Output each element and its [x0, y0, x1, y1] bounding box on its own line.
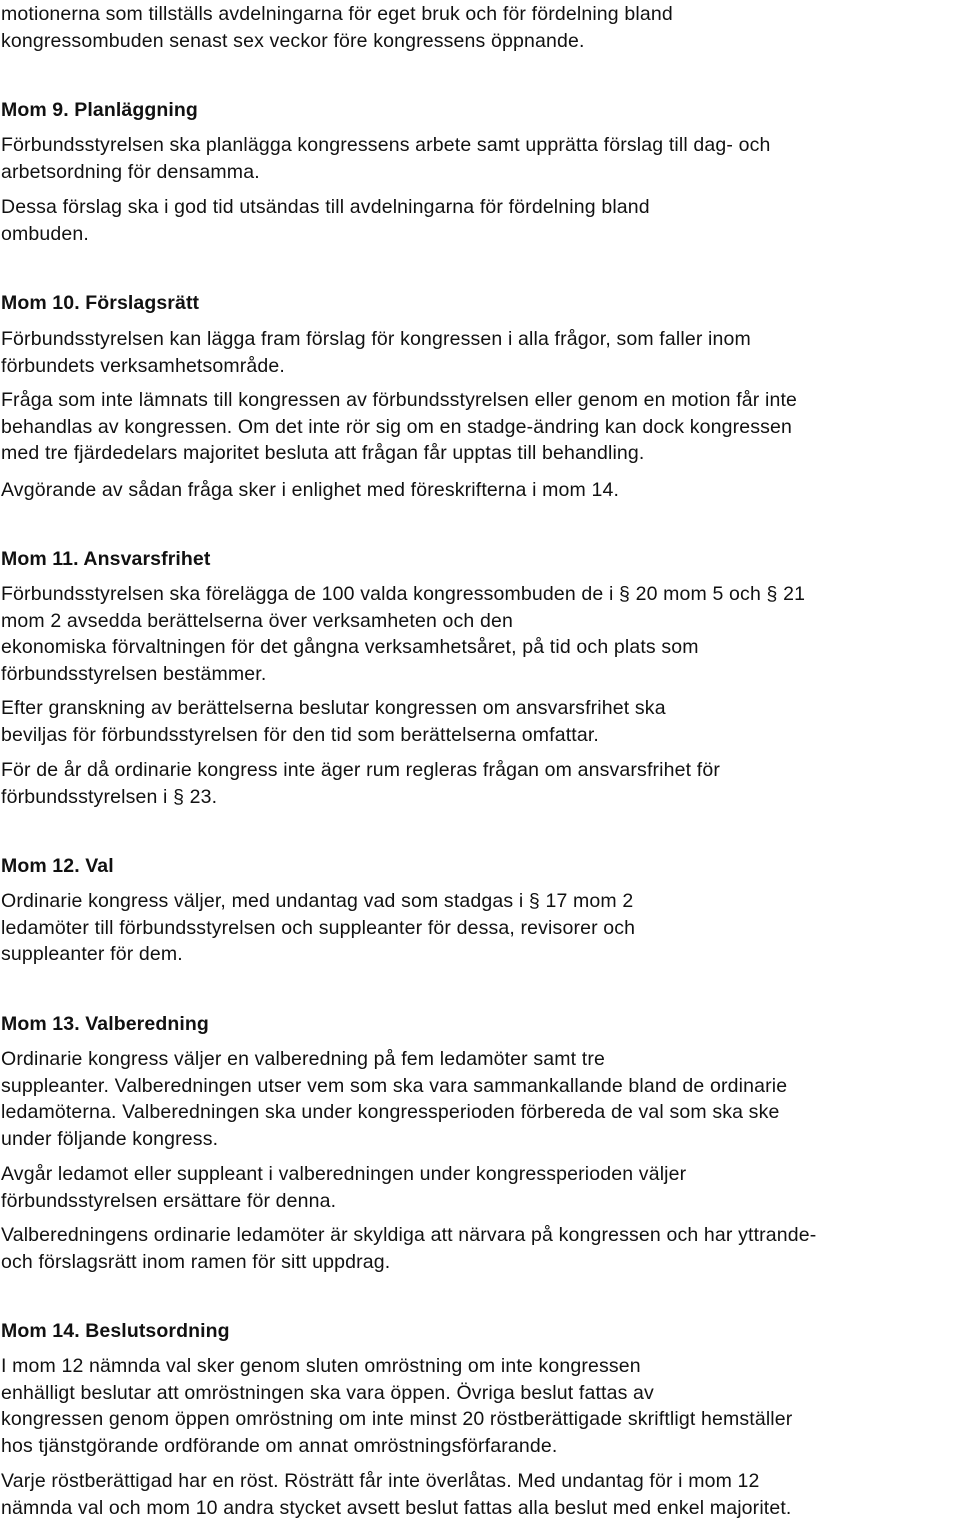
- text-line: med tre fjärdedelars majoritet besluta att frågan får upptas till behandling.: [1, 442, 645, 464]
- text-line: ledamöterna. Valberedningen ska under kongressperioden förbereda de val som ska ske: [1, 1101, 780, 1123]
- paragraph: [1, 1353, 792, 1459]
- text-line: Avgår ledamot eller suppleant i valberedningen under kongressperioden väljer: [1, 1163, 687, 1185]
- paragraph: [1, 477, 619, 504]
- paragraph: [1, 194, 650, 247]
- text-line: kongressombuden senast sex veckor före kongressens öppnande.: [1, 29, 585, 52]
- text-line: I mom 12 nämnda val sker genom sluten omröstning om inte kongressen: [1, 1355, 641, 1377]
- paragraph: [1, 1468, 792, 1521]
- paragraph: [1, 326, 751, 379]
- section-heading-mom-12: Mom 12. Val: [1, 855, 114, 877]
- section-heading-mom-9: Mom 9. Planläggning: [1, 99, 198, 121]
- paragraph: [1, 695, 666, 748]
- paragraph: [1, 1046, 787, 1152]
- text-line: suppleanter för dem.: [1, 943, 183, 965]
- text-line: Förbundsstyrelsen ska förelägga de 100 valda kongressombuden de i § 20 mom 5 och § 21: [1, 583, 806, 605]
- paragraph: [1, 387, 797, 467]
- section-heading-mom-13: Mom 13. Valberedning: [1, 1013, 209, 1035]
- text-line: förbundsstyrelsen i § 23.: [1, 785, 218, 808]
- text-line: nämnda val och mom 10 andra stycket avsett beslut fattas alla beslut med enkel majoritet.: [1, 1496, 792, 1519]
- paragraph: [1, 1161, 686, 1214]
- text-line: arbetsordning för densamma.: [1, 160, 260, 183]
- text-line: förbundets verksamhetsområde.: [1, 354, 285, 377]
- text-line: Förbundsstyrelsen kan lägga fram förslag för kongressen i alla frågor, som faller inom: [1, 328, 751, 350]
- text-line: förbundsstyrelsen bestämmer.: [1, 662, 267, 685]
- paragraph: [1, 132, 771, 185]
- text-line: motionerna som tillställs avdelningarna för eget bruk och för fördelning bland: [1, 3, 673, 25]
- text-line: enhälligt beslutar att omröstningen ska vara öppen. Övriga beslut fattas av: [1, 1381, 654, 1404]
- text-line: mom 2 avsedda berättelserna över verksamheten och den: [1, 609, 513, 632]
- text-line: suppleanter. Valberedningen utser vem som ska vara sammankallande bland de ordinarie: [1, 1074, 788, 1097]
- intro-paragraph: [1, 1, 673, 54]
- paragraph: [1, 888, 635, 968]
- text-line: behandlas av kongressen. Om det inte rör sig om en stadge-ändring kan dock kongressen: [1, 415, 793, 438]
- text-line: Fråga som inte lämnats till kongressen av förbundsstyrelsen eller genom en motion får inte: [1, 389, 798, 411]
- text-line: och förslagsrätt inom ramen för sitt uppdrag.: [1, 1250, 391, 1273]
- text-line: förbundsstyrelsen ersättare för denna.: [1, 1189, 337, 1212]
- text-line: under följande kongress.: [1, 1127, 219, 1150]
- section-heading-mom-14: Mom 14. Beslutsordning: [1, 1320, 230, 1342]
- text-line: Dessa förslag ska i god tid utsändas till avdelningarna för fördelning bland: [1, 196, 650, 218]
- text-line: ekonomiska förvaltningen för det gångna verksamhetsåret, på tid och plats som: [1, 636, 699, 658]
- text-line: Ordinarie kongress väljer en valberedning på fem ledamöter samt tre: [1, 1048, 606, 1070]
- text-line: ledamöter till förbundsstyrelsen och suppleanter för dessa, revisorer och: [1, 916, 636, 939]
- text-line: Ordinarie kongress väljer, med undantag vad som stadgas i § 17 mom 2: [1, 890, 634, 912]
- text-line: hos tjänstgörande ordförande om annat omröstningsförfarande.: [1, 1434, 558, 1457]
- text-line: ombuden.: [1, 222, 89, 245]
- section-heading-mom-10: Mom 10. Förslagsrätt: [1, 292, 200, 314]
- text-line: kongressen genom öppen omröstning om inte minst 20 röstberättigade skriftligt hemställer: [1, 1408, 793, 1430]
- section-heading-mom-11: Mom 11. Ansvarsfrihet: [1, 548, 211, 570]
- text-line: Valberedningens ordinarie ledamöter är skyldiga att närvara på kongressen och har yttrande-: [1, 1224, 817, 1246]
- paragraph: [1, 1222, 816, 1275]
- text-line: För de år då ordinarie kongress inte äger rum regleras frågan om ansvarsfrihet för: [1, 759, 720, 781]
- text-line: Avgörande av sådan fråga sker i enlighet med föreskrifterna i mom 14.: [1, 479, 620, 501]
- text-line: beviljas för förbundsstyrelsen för den tid som berättelserna omfattar.: [1, 723, 599, 746]
- text-line: Efter granskning av berättelserna beslutar kongressen om ansvarsfrihet ska: [1, 697, 666, 719]
- paragraph: [1, 757, 720, 810]
- paragraph: [1, 581, 805, 687]
- text-line: Förbundsstyrelsen ska planlägga kongressens arbete samt upprätta förslag till dag- och: [1, 134, 771, 156]
- text-line: Varje röstberättigad har en röst. Rösträtt får inte överlåtas. Med undantag för i mom 12: [1, 1470, 760, 1492]
